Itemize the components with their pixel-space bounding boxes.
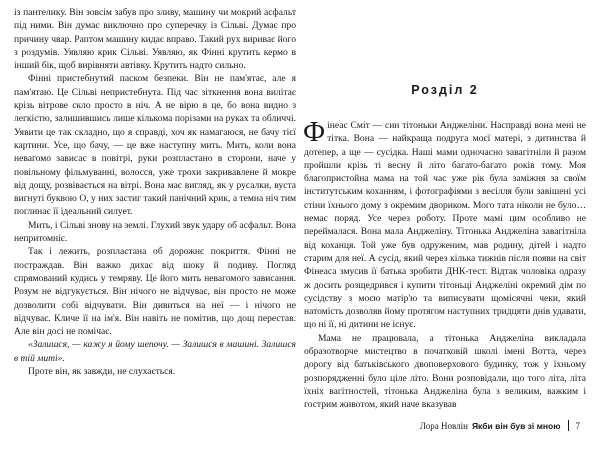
drop-cap: Ф [303, 117, 326, 148]
page-number: 7 [575, 420, 580, 431]
paragraph: із пантелику. Він зовсім забув про зливу, машину чи мокрий асфальт під ними. Він думає виключно про суперечку із Сільві. Думає про причину чвар. Раптом машину кидає вправо. Такий рух вириває його з роздумів. Уявляю крик Сільві. Уявляю, як Фінні крутить кермо в інший бік, щоб вирівняти автівку. Крутить надто сильно. [14, 7, 296, 72]
chapter-title: Розділ 2 [411, 83, 479, 97]
paragraph: Так і лежить, розпластана об дорожнє покриття. Фінні не постраждав. Він важко дихає від шоку й подиву. Погляд спрямований кудись у темряву. Це його мить невагомого зависання. Розум не відгукується. Він нічого не відчуває, він просто не може дозволити собі відчувати. Він дивиться на неї — і нічого не відчуває. Кличе її на ім'я. Він навіть не помітив, що дощ перестав. Але він досі не помічає. [14, 246, 296, 338]
footer-divider [568, 420, 569, 431]
left-page-text [14, 6, 296, 378]
right-page-text [304, 119, 586, 412]
paragraph: «Залишся, — кажу я йому шепочу. — Залишся в машині. Залишся в тій миті». [14, 339, 296, 364]
paragraph: Мить, і Сільві знову на землі. Глухий звук удару об асфальт. Вона непритомніє. [14, 219, 296, 245]
right-page [304, 0, 586, 449]
footer-book-title: Якби він був зі мною [471, 420, 561, 431]
paragraph [304, 119, 586, 332]
footer-author: Лора Новлін [419, 420, 468, 431]
page-footer [420, 420, 580, 431]
paragraph: Фінні пристебнутий паском безпеки. Він не пам'ятає, але я пам'ятаю. Це Сільві непристебнута. Під час зіткнення вона вилітає крізь вітрове скло просто в ніч. А не вірю в це, бо вона видно з легкістю, залишившись лише кількома порізами на руках та обличчі. Уявити це так складно, що я справді, хоч як намагаюся, не бачу тієї картини. Усе, що бачу, — це вже наступну мить. Мить, коли вона невагомо зависає в повітрі, руки розпластано в сторони, наче у повільному фільмуванні, волосся, уже трохи закривавлене й мокре від дощу, розвівається на вітрі. Вона має вигляд, як у русалки, вуста вигнуті буквою О, у них застиг такий панічний крик, а темна ніч тим поглинає її ідеальний силует. [14, 73, 296, 218]
paragraph: Проте він, як завжди, не слухається. [28, 366, 176, 378]
left-page [14, 0, 296, 449]
paragraph: Мама не працювала, а тітонька Анджеліна викладала образотворче мистецтво в початковій школі імені Вотта, через дорогу від батьківського двоповерхового будинку, тож у їхньому розпорядженні було ціле літо. Вони розповідали, що того літа, літа їхніх вагітностей, тітонька Анджеліна була з великим, важким і гострим животом, який наче вказував [304, 332, 586, 411]
paragraph-text: інеас Сміт — син тітоньки Анджеліни. Насправді вона мені не тітка. Вона — найкраща подруга моєї матері, з дитинства й дотепер, а ще — сусідка. Наші мами одночасно завагітніли й разом пройшли крізь ті весну й літо багато-багато років тому. Моя благопристойна мама на той час уже рік була заміжня за своїм інститутським коханням, і фотографіями з весілля були завішені усі стіни їхнього дому з окремим двориком. Мого тата ніколи не було… немає поряд. Усе через роботу. Проте мамі цим особливо не переймалася. Вона мала Анджеліну. Тітонька Анджеліна завагітніла від коханця. Той уже був одруженим, мав родину, дітей і надто старим для неї. А сусід, який через кілька тижнів після появи на світ Фінеаса змусив її батька зробити ДНК-тест. Відтак чоловіка одразу ж досить розщедрився і купити тітоньці Анджеліні окремий дім по сусідству з моєю матір'ю та виписувати щомісячні чеки, який натомість дозволяв йому протягом наступних тридцяти днів удавати, що ні її, ні дитини не існує. [304, 120, 586, 331]
